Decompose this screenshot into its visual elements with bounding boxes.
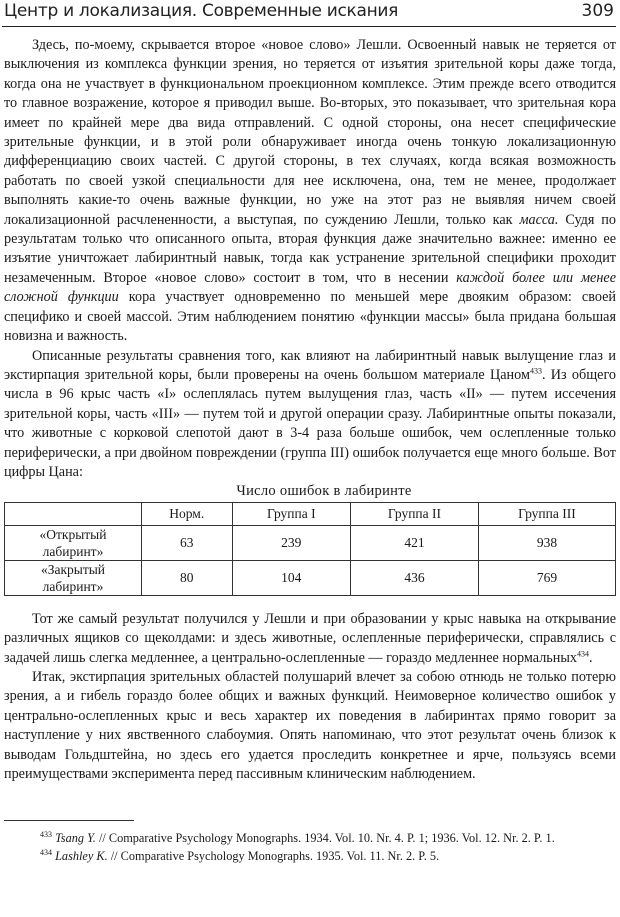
paragraph-1 (4, 36, 616, 347)
table-header-cell: Группа III (478, 502, 615, 525)
footnote-number: 434 (40, 848, 52, 858)
table-header-row (5, 502, 616, 525)
table-row (5, 560, 616, 595)
errors-table (4, 502, 616, 596)
table-header-cell: Группа II (351, 502, 479, 525)
footnote-text: // Comparative Psychology Monographs. 1934. Vol. 10. Nr. 4. P. 1; 1936. Vol. 12. Nr. 2. P. 1. (95, 831, 555, 846)
row-label: «Открытый лабиринт» (5, 525, 142, 560)
running-title: Центр и локализация. Современные искания (4, 1, 399, 21)
table-cell: 63 (142, 525, 233, 560)
footnote (4, 829, 616, 847)
paragraph-3 (4, 610, 616, 668)
footnote-author: Lashley K. (55, 849, 108, 864)
table-cell: 938 (478, 525, 615, 560)
table-caption: Число ошибок в лабиринте (236, 483, 412, 500)
footnote-divider (4, 820, 134, 821)
paragraph-1-italic-1: масса. (519, 211, 559, 228)
footnote-text: // Comparative Psychology Monographs. 1935. Vol. 11. Nr. 2. P. 5. (107, 849, 440, 864)
paragraph-4: Итак, экстирпация зрительных областей полушарий влечет за собою отнюдь не только потерю зрения, а и гибель гораздо более общих и важных функций. Неимоверное количество ошибок у центрально-ослепленных крыс и весь характер их поведения в лабиринтах прямо говорит за наступление у них явственного слабоумия. Опять напоминаю, что этот результат очень близок к выводам Гольдштейна, но здесь его удается проследить конкретнее и ярче, пользуясь всеми преимуществами эксперимента перед пассивным клиническим наблюдением. (4, 668, 616, 782)
paragraph-2 (4, 347, 616, 483)
footnote (4, 847, 616, 865)
table-cell: 769 (478, 560, 615, 595)
paragraph-2-part-a: Описанные результаты сравнения того, как влияют на лабиринтный навык вылущение глаз и экстирпация зрительной коры, были проверены на очень большом материале Цаном (4, 347, 616, 383)
running-header (2, 0, 616, 27)
paragraph-1-italic-2: каждой более или менее сложной функции (4, 269, 616, 306)
paragraph-3-part-a: Тот же самый результат получился у Лешли и при образовании у крыс навыка на открывание различных ящиков со щеколдами: и здесь животные, ослепленные периферически, справлялись с задачей лишь слегка медленнее, а центрально-ослепленные — гораздо медленнее нормальных (4, 610, 616, 666)
table-cell: 239 (232, 525, 351, 560)
table-cell: 80 (142, 560, 233, 595)
table-header-cell: Норм. (142, 502, 233, 525)
table-cell: 104 (232, 560, 351, 595)
row-label: «Закрытый лабиринт» (5, 560, 142, 595)
footnote-ref-433[interactable]: 433 (529, 366, 542, 376)
main-text (4, 36, 616, 865)
footnote-number: 433 (40, 830, 52, 840)
paragraph-3-part-b: . (588, 649, 593, 666)
table-cell: 421 (351, 525, 479, 560)
paragraph-1-part-a: Здесь, по-моему, скрывается второе «новое слово» Лешли. Освоенный навык не теряется от выключения из комплекса функции зрения, но теряется от изъятия зрительной коры даже тогда, когда она не участвует в функциональном проекционном комплексе. Этим прежде всего отводится то главное возражение, которое я приводил выше. Во-вторых, это показывает, что зрительная кора имеет по крайней мере два вида отправлений. С одной стороны, она несет специфические зрительные функции, и в этой роли обнаруживает иногда очень тонкую локализационную дифференциацию своих частей. С другой стороны, в тех случаях, когда всякая возможность работать по своей узкой специальности для нее исключена, она, тем не менее, продолжает выполнять какие-то очень важные функции, но уже на этот раз не выявляя ничем своей локализационной расчлененности, а выступая, по суждению Лешли, только как (4, 37, 616, 228)
paragraph-2-part-b: . Из общего числа в 96 крыс часть «I» ослеплялась путем вылущения глаз, часть «II» — путем иссечения зрительной коры, часть «III» — путем той и другой операции сразу. Лабиринтные опыты показали, что животные с корковой слепотой дают в 3-4 раза больше ошибок, чем ослепленные только периферически, а при двойном повреждении (группа III) ошибок получается еще много больше. Вот цифры Цана: (4, 366, 617, 480)
table-header-cell (5, 502, 142, 525)
footnote-ref-434[interactable]: 434 (576, 648, 589, 658)
table-cell: 436 (351, 560, 479, 595)
table-header-cell: Группа I (232, 502, 351, 525)
table-row (5, 525, 616, 560)
paragraph-1-part-c: кора участвует одновременно по меньшей мере двояким образом: своей специфико и своей массой. Этим наблюдением понятию «функции массы» была придана большая новизна и важность. (4, 289, 616, 345)
page-number: 309 (581, 1, 614, 21)
footnote-author: Tsang Y. (55, 831, 96, 846)
paragraph-1-part-b: Судя по результатам только что описанного опыта, вторая функция даже значительно важнее: именно ее изъятие уничтожает лабиринтный навык, тогда как устранение зрительной специфики проходит незамеченным. Второе «новое слово» состоит в том, что в несении (4, 211, 616, 286)
